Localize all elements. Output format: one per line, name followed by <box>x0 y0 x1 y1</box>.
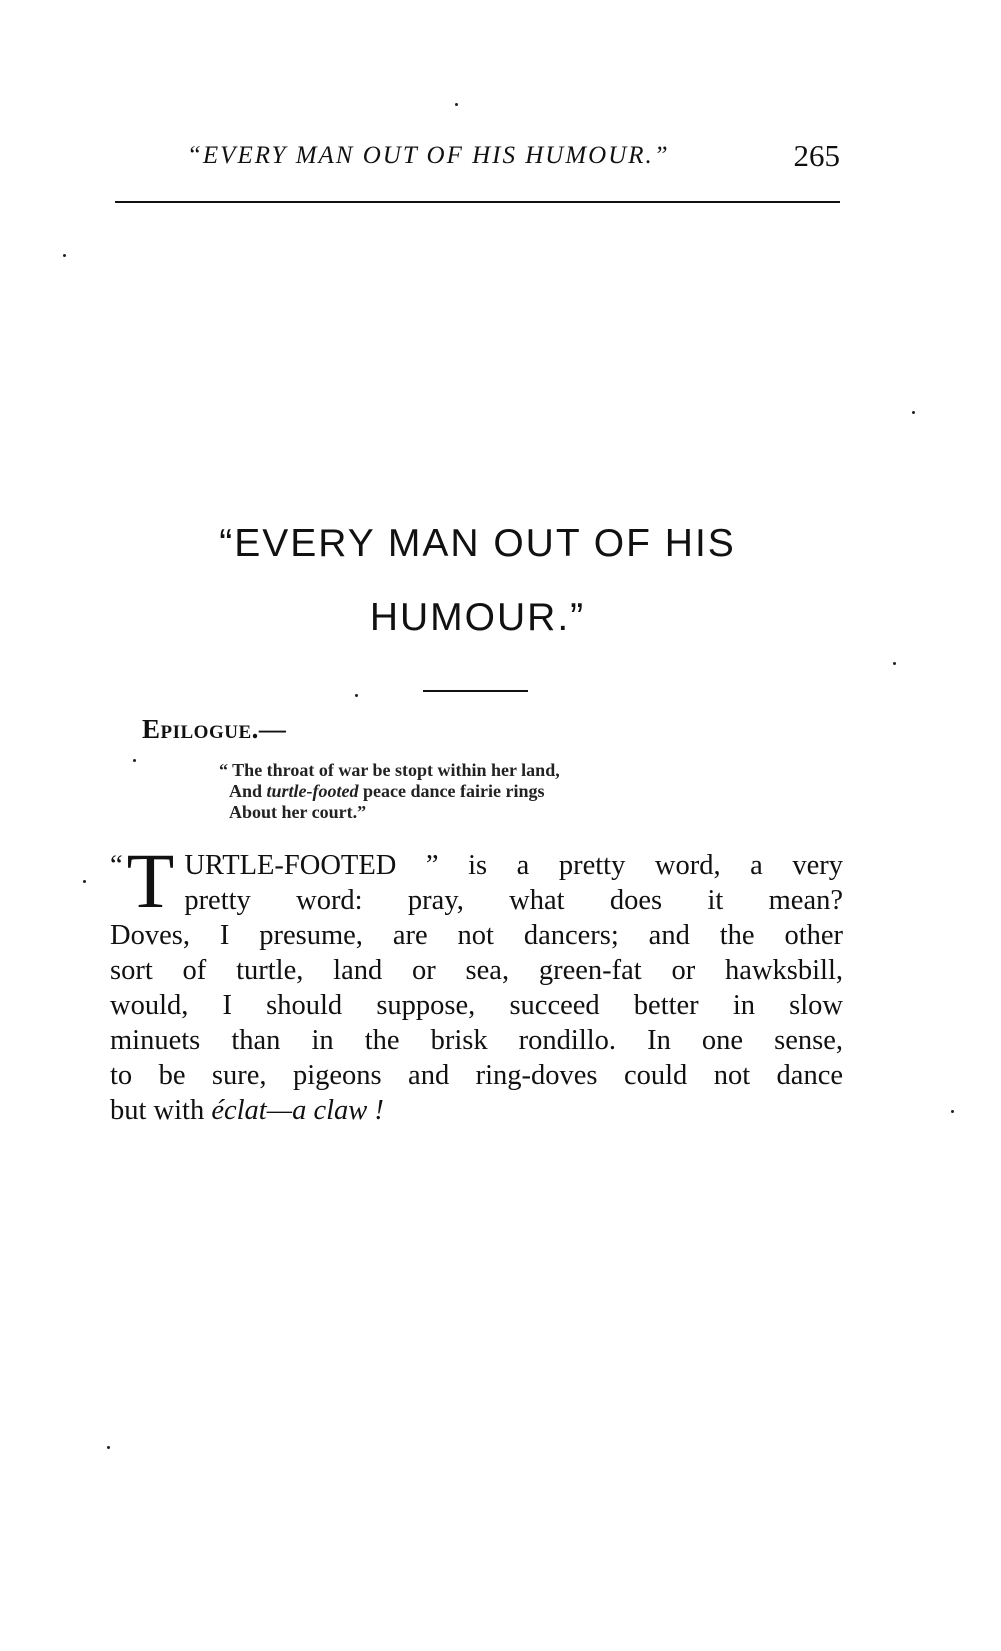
epigraph <box>219 760 779 823</box>
body-emphasis: éclat—a claw ! <box>211 1095 384 1126</box>
body-line-2: pretty word: pray, what does it mean? <box>184 885 843 916</box>
epigraph-line-1: “ The throat of war be stopt within her land, <box>219 760 560 780</box>
scan-speck <box>133 759 136 762</box>
body-line-8 <box>110 1093 843 1128</box>
body-line-6: minuets than in the brisk rondillo. In one sense, <box>110 1025 843 1056</box>
body-line-5: would, I should suppose, succeed better in slow <box>110 990 843 1021</box>
header-rule <box>115 201 840 203</box>
drop-cap: T <box>126 837 175 924</box>
page-number: 265 <box>793 138 840 173</box>
scan-speck <box>893 662 896 665</box>
body-line-3: Doves, I presume, are not dancers; and the other <box>110 920 843 951</box>
body-paragraph <box>110 837 843 1128</box>
scan-speck <box>455 103 458 106</box>
body-line-7: to be sure, pigeons and ring-doves could not dance <box>110 1060 843 1091</box>
epigraph-emphasis: turtle-footed <box>266 781 359 801</box>
epigraph-line-2-pre: And <box>229 781 267 801</box>
scan-speck <box>63 254 66 257</box>
body-line-4: sort of turtle, land or sea, green-fat or hawksbill, <box>110 955 843 986</box>
body-line-8-pre: but with <box>110 1095 212 1126</box>
opening-block <box>110 837 843 924</box>
chapter-title-line-1: “EVERY MAN OUT OF HIS <box>219 522 736 565</box>
running-title: “EVERY MAN OUT OF HIS HUMOUR.” <box>187 142 670 169</box>
scan-speck <box>912 411 915 414</box>
epigraph-line-2 <box>219 781 779 802</box>
scan-speck <box>83 880 86 883</box>
scan-speck <box>951 1110 954 1113</box>
epigraph-line-3: About her court.” <box>229 802 367 822</box>
body-line-1: URTLE-FOOTED ” is a pretty word, a very <box>184 850 843 881</box>
chapter-title-line-2: HUMOUR.” <box>369 596 586 639</box>
opening-quote: “ <box>110 850 123 881</box>
epilogue-heading: Epilogue.— <box>142 714 287 744</box>
epigraph-line-2-post: peace dance fairie rings <box>358 781 545 801</box>
title-rule <box>423 690 528 692</box>
scan-speck <box>107 1446 110 1449</box>
running-header <box>115 138 840 178</box>
scan-speck <box>355 694 358 697</box>
